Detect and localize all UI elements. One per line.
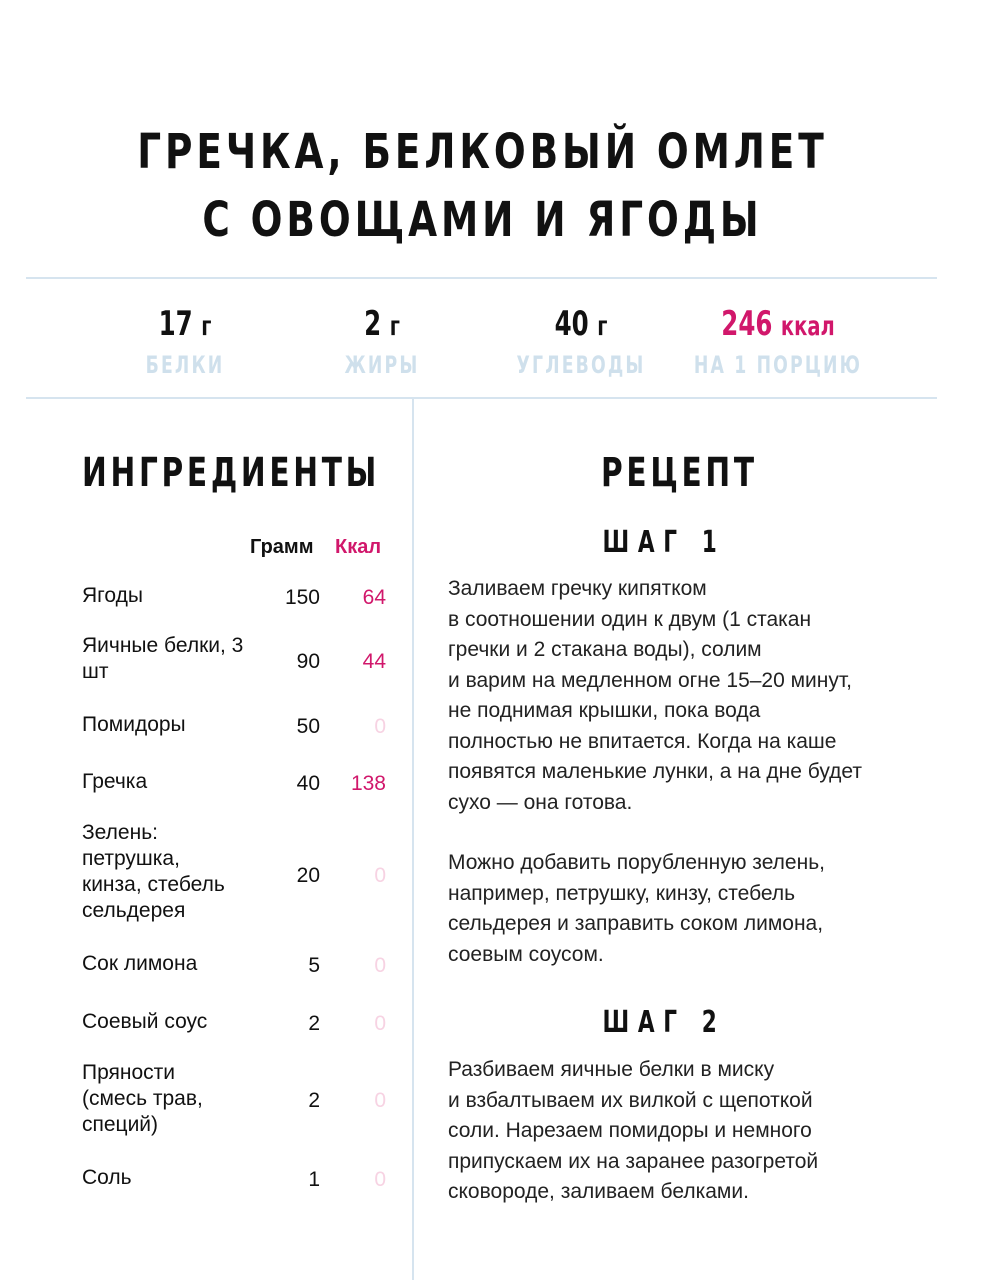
- step-2-heading: ШАГ 2: [602, 1005, 726, 1040]
- ingredient-name: Пряности (смесь трав, специй): [82, 1061, 203, 1136]
- ingredient-kcal: 138: [350, 772, 386, 795]
- ingredient-name: Соль: [82, 1166, 132, 1189]
- text-line: например, петрушку, кинзу, стебель: [448, 881, 796, 905]
- fat-unit: г: [389, 311, 400, 342]
- text-line: полностью не впитается. Когда на каше: [448, 729, 837, 753]
- text-line: и взбалтываем их вилкой с щепоткой: [448, 1088, 813, 1112]
- text-line: соли. Нарезаем помидоры и немного: [448, 1119, 812, 1142]
- calories-value: 246: [721, 304, 773, 344]
- nutrition-summary: [26, 302, 937, 382]
- ingredient-name: Гречка: [82, 770, 148, 793]
- ingredient-gram: 5: [308, 954, 320, 977]
- carbs-unit: г: [597, 311, 608, 342]
- text-line: и варим на медленном огне 15–20 минут,: [448, 668, 853, 692]
- column-header-gram: Грамм: [250, 536, 314, 558]
- text-line: припускаем их на заранее разогретой: [448, 1149, 819, 1173]
- ingredient-kcal: 44: [362, 650, 386, 673]
- protein-unit: г: [201, 311, 212, 342]
- divider-top: [26, 277, 937, 279]
- text-line: Можно добавить порубленную зелень,: [448, 851, 825, 874]
- ingredient-kcal: 64: [362, 586, 386, 609]
- column-divider: [412, 398, 414, 1280]
- fat-label: ЖИРЫ: [344, 351, 420, 379]
- carbs-label: УГЛЕВОДЫ: [516, 351, 646, 379]
- ingredient-gram: 20: [296, 864, 320, 887]
- ingredient-name: Зелень: петрушка, кинза, стебель сельдерея: [82, 821, 225, 922]
- ingredient-gram: 90: [296, 650, 320, 673]
- calories-label: НА 1 ПОРЦИЮ: [693, 351, 863, 379]
- recipe-heading: РЕЦЕПТ: [601, 450, 758, 496]
- column-header-kcal: Ккал: [335, 536, 382, 558]
- text-line: не поднимая крышки, пока вода: [448, 699, 761, 722]
- calories-unit: ккал: [780, 311, 835, 342]
- carbs-value: 40: [554, 304, 589, 344]
- step-1-paragraph-2: [448, 848, 918, 970]
- step-1-paragraph-1: [448, 574, 918, 818]
- divider-middle: [26, 397, 937, 399]
- ingredient-kcal: 0: [374, 1012, 386, 1035]
- ingredient-name: Соевый соус: [82, 1010, 208, 1033]
- ingredient-name: Яичные белки, 3 шт: [82, 634, 244, 683]
- ingredient-kcal: 0: [374, 1089, 386, 1112]
- recipe-title: [106, 118, 859, 254]
- protein-value: 17: [158, 304, 193, 344]
- ingredient-gram: 150: [284, 586, 320, 609]
- text-line: сельдерея и заправить соком лимона,: [448, 912, 824, 935]
- text-line: соевым соусом.: [448, 942, 604, 966]
- title-line-1: ГРЕЧКА, БЕЛКОВЫЙ ОМЛЕТ: [137, 124, 828, 180]
- text-line: сухо — она готова.: [448, 790, 633, 814]
- ingredient-gram: 2: [308, 1012, 320, 1035]
- ingredient-name: Ягоды: [82, 584, 143, 607]
- ingredient-gram: 50: [296, 715, 320, 738]
- text-line: гречки и 2 стакана воды), солим: [448, 638, 762, 661]
- step-1-heading: ШАГ 1: [602, 525, 726, 560]
- step-2-paragraph-1: [448, 1055, 918, 1208]
- ingredient-gram: 40: [296, 772, 320, 795]
- ingredient-kcal: 0: [374, 954, 386, 977]
- ingredient-kcal: 0: [374, 1168, 386, 1191]
- macro-calories: [658, 302, 898, 381]
- ingredient-name: Помидоры: [82, 713, 186, 736]
- ingredient-gram: 1: [308, 1168, 320, 1191]
- ingredient-kcal: 0: [374, 715, 386, 738]
- text-line: в соотношении один к двум (1 стакан: [448, 607, 812, 631]
- ingredient-kcal: 0: [374, 864, 386, 887]
- fat-value: 2: [364, 304, 382, 344]
- text-line: сковороде, заливаем белками.: [448, 1180, 749, 1203]
- title-line-2: С ОВОЩАМИ И ЯГОДЫ: [202, 192, 763, 248]
- ingredient-gram: 2: [308, 1089, 320, 1112]
- protein-label: БЕЛКИ: [145, 351, 225, 379]
- ingredient-name: Сок лимона: [82, 952, 198, 975]
- text-line: появятся маленькие лунки, а на дне будет: [448, 760, 862, 783]
- text-line: Разбиваем яичные белки в миску: [448, 1058, 775, 1081]
- text-line: Заливаем гречку кипятком: [448, 577, 707, 600]
- ingredients-heading: ИНГРЕДИЕНТЫ: [82, 450, 381, 496]
